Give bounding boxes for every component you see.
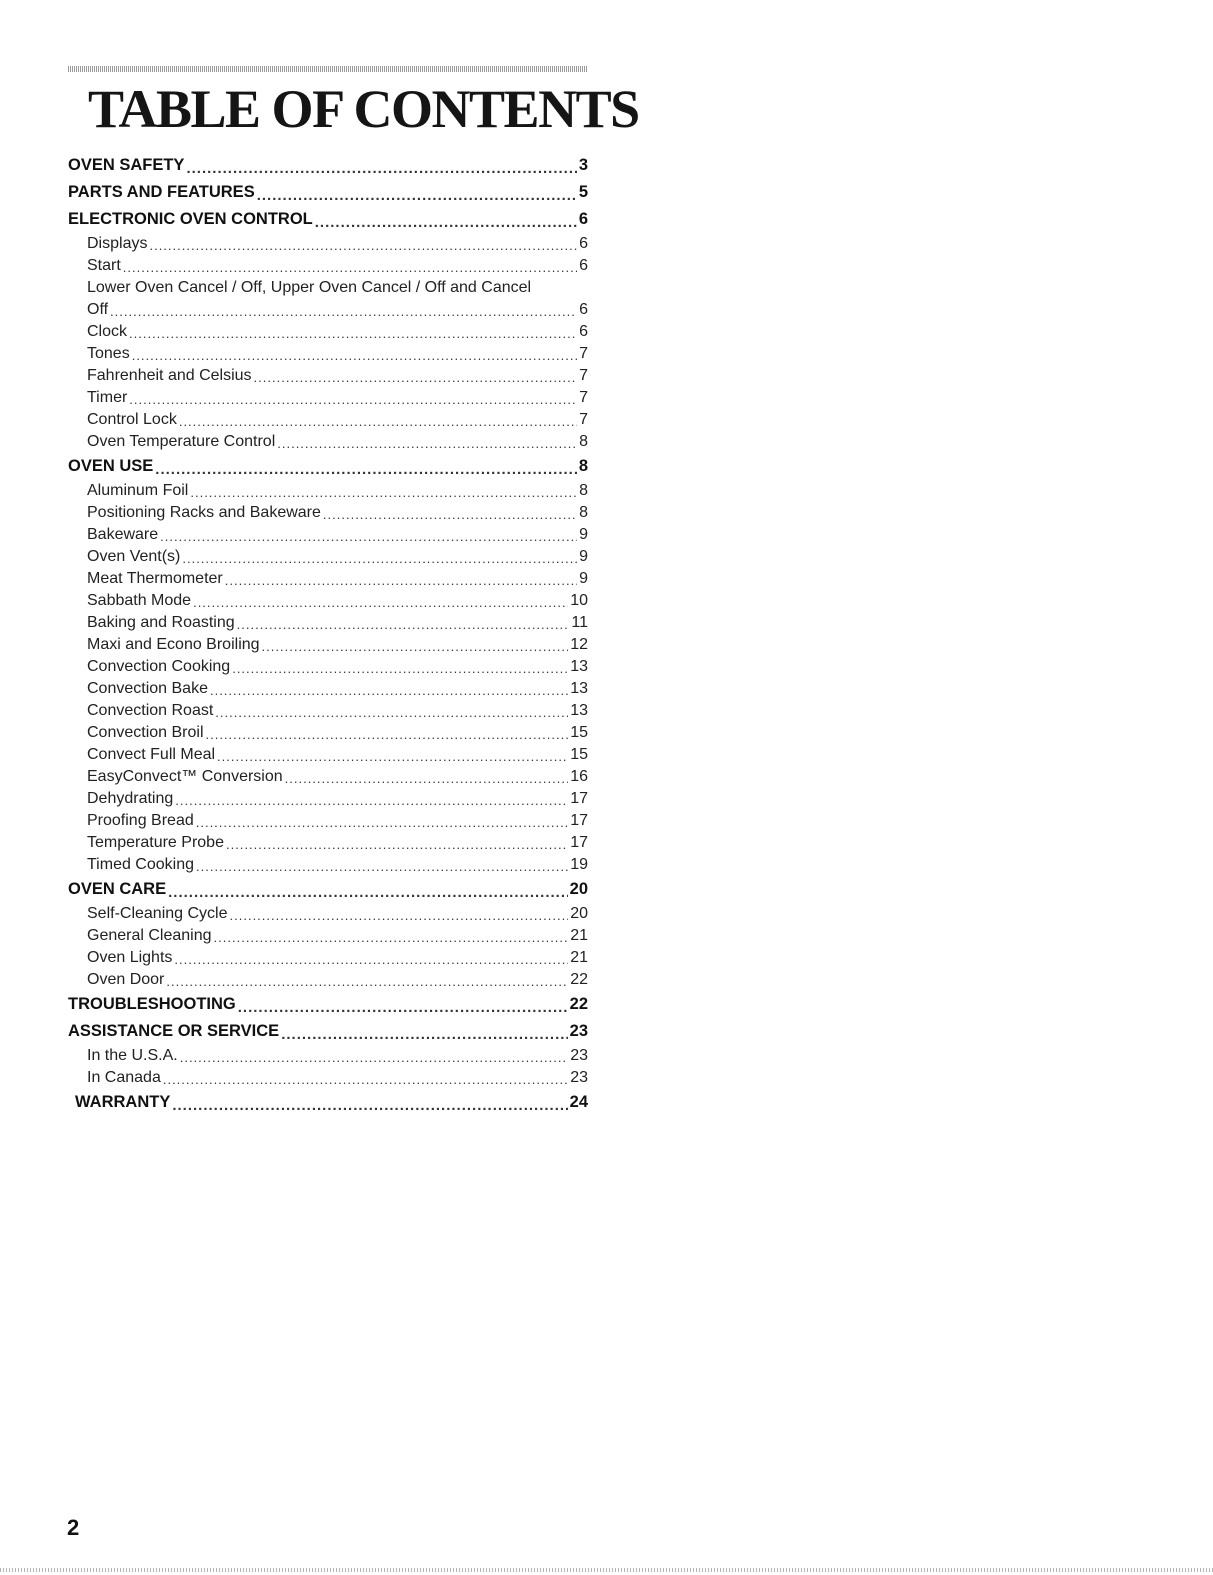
toc-subentry[interactable] (68, 1045, 588, 1067)
toc-entry-page: 19 (570, 856, 588, 873)
toc-entry-label: Convection Cooking (87, 658, 231, 675)
toc-entry-label: Convect Full Meal (87, 746, 216, 763)
dot-leader (225, 572, 577, 590)
dot-leader (149, 237, 577, 255)
dot-leader (226, 836, 568, 854)
toc-entry-page: 6 (579, 301, 588, 318)
dot-leader (193, 594, 568, 612)
toc-section[interactable] (68, 991, 588, 1018)
dot-leader (196, 858, 568, 876)
toc-entry-label: Self-Cleaning Cycle (87, 905, 228, 922)
toc-entry-page: 6 (579, 235, 588, 252)
dot-leader (163, 1071, 568, 1089)
toc-subentry[interactable] (68, 969, 588, 991)
toc-entry-label: In the U.S.A. (87, 1047, 178, 1064)
toc-entry-page: 15 (570, 746, 588, 763)
toc-entry-page: 21 (570, 927, 588, 944)
toc-entry-page: 8 (579, 504, 588, 521)
toc-entry-label: Oven Lights (87, 949, 173, 966)
toc-subentry[interactable] (68, 744, 588, 766)
dot-leader (210, 682, 568, 700)
toc-entry-page: 7 (579, 367, 588, 384)
toc-subentry[interactable] (68, 947, 588, 969)
toc-subentry[interactable] (68, 678, 588, 700)
dot-leader (232, 660, 568, 678)
toc-subentry[interactable] (68, 431, 588, 453)
toc-entry-label: Meat Thermometer (87, 570, 223, 587)
toc-entry-page: 23 (570, 1047, 588, 1064)
dot-leader (123, 259, 577, 277)
toc-subentry[interactable] (68, 656, 588, 678)
dot-leader (323, 506, 577, 524)
toc-entry-label: Proofing Bread (87, 812, 194, 829)
toc-entry-page: 13 (570, 702, 588, 719)
dot-leader (168, 882, 568, 903)
dot-leader (179, 413, 577, 431)
toc-entry-label: Sabbath Mode (87, 592, 192, 609)
toc-subentry[interactable] (68, 810, 588, 832)
toc-entry-page: 15 (570, 724, 588, 741)
toc-subentry[interactable] (68, 546, 588, 568)
toc-entry-label: EasyConvect™ Conversion (87, 768, 283, 785)
toc-entry-page: 20 (569, 880, 588, 898)
toc-section[interactable] (68, 206, 588, 233)
dot-leader (315, 212, 577, 233)
dot-leader (285, 770, 569, 788)
dot-leader (281, 1024, 567, 1045)
dot-leader (110, 303, 577, 321)
toc-entry-page: 13 (570, 658, 588, 675)
toc-entry-label: Clock (87, 323, 128, 340)
toc-entry-label: Positioning Racks and Bakeware (87, 504, 321, 521)
toc-entry-page: 6 (579, 323, 588, 340)
dot-leader (132, 347, 577, 365)
toc-subentry[interactable] (68, 524, 588, 546)
toc-entry-label: Fahrenheit and Celsius (87, 367, 252, 384)
dot-leader (206, 726, 569, 744)
toc-entry-page: 6 (579, 257, 588, 274)
toc-entry-page: 13 (570, 680, 588, 697)
bottom-divider (0, 1568, 1213, 1572)
toc-entry-page: 17 (570, 812, 588, 829)
toc-entry-label: Convection Roast (87, 702, 214, 719)
toc-entry-label: ELECTRONIC OVEN CONTROL (68, 210, 313, 228)
toc-entry-page: 24 (569, 1093, 588, 1111)
dot-leader (155, 459, 577, 480)
toc-entry-label: Control Lock (87, 411, 177, 428)
toc-subentry[interactable] (68, 700, 588, 722)
toc-entry-page: 17 (570, 834, 588, 851)
dot-leader (217, 748, 568, 766)
dot-leader (196, 814, 568, 832)
toc-entry-page: 8 (579, 482, 588, 499)
toc-entry-label: Start (87, 257, 121, 274)
toc-subentry[interactable] (68, 255, 588, 277)
dot-leader (254, 369, 578, 387)
toc-entry-page: 17 (570, 790, 588, 807)
toc-entry-page: 9 (579, 526, 588, 543)
toc-entry-page: 6 (578, 210, 588, 228)
toc-subentry[interactable] (68, 1067, 588, 1089)
toc-entry-label: Off (87, 301, 109, 318)
toc-entry-page: 16 (570, 768, 588, 785)
dot-leader (172, 1095, 567, 1116)
toc-entry-label: Timer (87, 389, 128, 406)
toc-subentry[interactable] (68, 766, 588, 788)
toc-entry-label: OVEN USE (68, 457, 154, 475)
toc-entry-label: Timed Cooking (87, 856, 195, 873)
toc-entry-page: 9 (579, 548, 588, 565)
toc-section[interactable] (68, 152, 588, 179)
toc-subentry[interactable] (68, 343, 588, 365)
dot-leader (237, 616, 570, 634)
toc-entry-page: 23 (569, 1022, 588, 1040)
toc-entry-page: 3 (578, 156, 588, 174)
toc-subentry[interactable] (68, 299, 588, 321)
toc-subentry[interactable] (68, 832, 588, 854)
toc-entry-label: WARRANTY (75, 1093, 171, 1111)
toc-entry-page: 22 (569, 995, 588, 1013)
toc-entry-label: Tones (87, 345, 130, 362)
toc-entry-page: 7 (579, 345, 588, 362)
dot-leader (182, 550, 577, 568)
toc-subentry[interactable] (68, 634, 588, 656)
toc-entry-label: Convection Broil (87, 724, 204, 741)
toc-subentry[interactable] (68, 722, 588, 744)
toc-entry-label: Aluminum Foil (87, 482, 189, 499)
toc-entry-page: 21 (570, 949, 588, 966)
toc-entry-page: 8 (578, 457, 588, 475)
toc-entry-label: Displays (87, 235, 148, 252)
toc-subentry-line[interactable]: Lower Oven Cancel / Off, Upper Oven Cancel / Off and Cancel (87, 279, 532, 296)
toc-entry-label: General Cleaning (87, 927, 212, 944)
dot-leader (166, 973, 568, 991)
toc-section[interactable] (68, 1018, 588, 1045)
toc-subentry[interactable] (68, 925, 588, 947)
dot-leader (129, 325, 577, 343)
toc-entry-label: Dehydrating (87, 790, 174, 807)
toc-subentry[interactable] (68, 612, 588, 634)
page-number: 2 (67, 1515, 80, 1540)
dot-leader (174, 951, 568, 969)
toc-entry-page: 5 (578, 183, 588, 201)
dot-leader (262, 638, 569, 656)
toc-entry-page: 9 (579, 570, 588, 587)
toc-entry-page: 11 (571, 614, 588, 631)
dot-leader (230, 907, 569, 925)
dot-leader (214, 929, 569, 947)
dot-leader (277, 435, 577, 453)
toc-subentry[interactable] (68, 409, 588, 431)
toc-entry-label: Oven Vent(s) (87, 548, 181, 565)
dot-leader (186, 158, 576, 179)
toc-subentry[interactable] (68, 502, 588, 524)
toc-subentry[interactable] (68, 568, 588, 590)
toc-entry-page: 7 (579, 389, 588, 406)
toc-entry-page: 7 (579, 411, 588, 428)
toc-subentry[interactable] (68, 365, 588, 387)
page-title: TABLE OF CONTENTS (88, 79, 639, 139)
top-divider (68, 66, 588, 72)
toc-section[interactable] (68, 453, 588, 480)
toc-subentry[interactable] (68, 590, 588, 612)
dot-leader (257, 185, 577, 206)
toc-entry-label: OVEN SAFETY (68, 156, 185, 174)
toc-section[interactable] (68, 1089, 588, 1116)
toc-entry-label: Oven Temperature Control (87, 433, 276, 450)
dot-leader (180, 1049, 568, 1067)
toc-subentry[interactable] (68, 233, 588, 255)
toc-entry-label: Maxi and Econo Broiling (87, 636, 260, 653)
toc-subentry[interactable] (68, 903, 588, 925)
toc-entry-label: OVEN CARE (68, 880, 167, 898)
toc-entry-page: 22 (570, 971, 588, 988)
toc-entry-label: PARTS AND FEATURES (68, 183, 255, 201)
toc-section[interactable] (68, 876, 588, 903)
toc-entry-label: TROUBLESHOOTING (68, 995, 236, 1013)
dot-leader (160, 528, 577, 546)
dot-leader (175, 792, 568, 810)
table-of-contents (68, 152, 588, 1116)
toc-entry-page: 10 (570, 592, 588, 609)
toc-subentry[interactable] (68, 854, 588, 876)
toc-entry-page: 12 (570, 636, 588, 653)
toc-entry-label: Baking and Roasting (87, 614, 235, 631)
toc-entry-label: ASSISTANCE OR SERVICE (68, 1022, 280, 1040)
toc-subentry[interactable] (68, 788, 588, 810)
toc-entry-label: In Canada (87, 1069, 161, 1086)
toc-entry-page: 20 (570, 905, 588, 922)
toc-entry-page: 8 (579, 433, 588, 450)
toc-entry-label: Oven Door (87, 971, 165, 988)
toc-subentry[interactable] (68, 387, 588, 409)
toc-entry-page: 23 (570, 1069, 588, 1086)
toc-subentry[interactable] (68, 480, 588, 502)
dot-leader (190, 484, 577, 502)
toc-subentry[interactable] (68, 321, 588, 343)
toc-section[interactable] (68, 179, 588, 206)
toc-entry-label: Temperature Probe (87, 834, 224, 851)
dot-leader (238, 997, 568, 1018)
dot-leader (215, 704, 568, 722)
toc-entry-label: Convection Bake (87, 680, 208, 697)
dot-leader (129, 391, 577, 409)
toc-entry-label: Bakeware (87, 526, 159, 543)
